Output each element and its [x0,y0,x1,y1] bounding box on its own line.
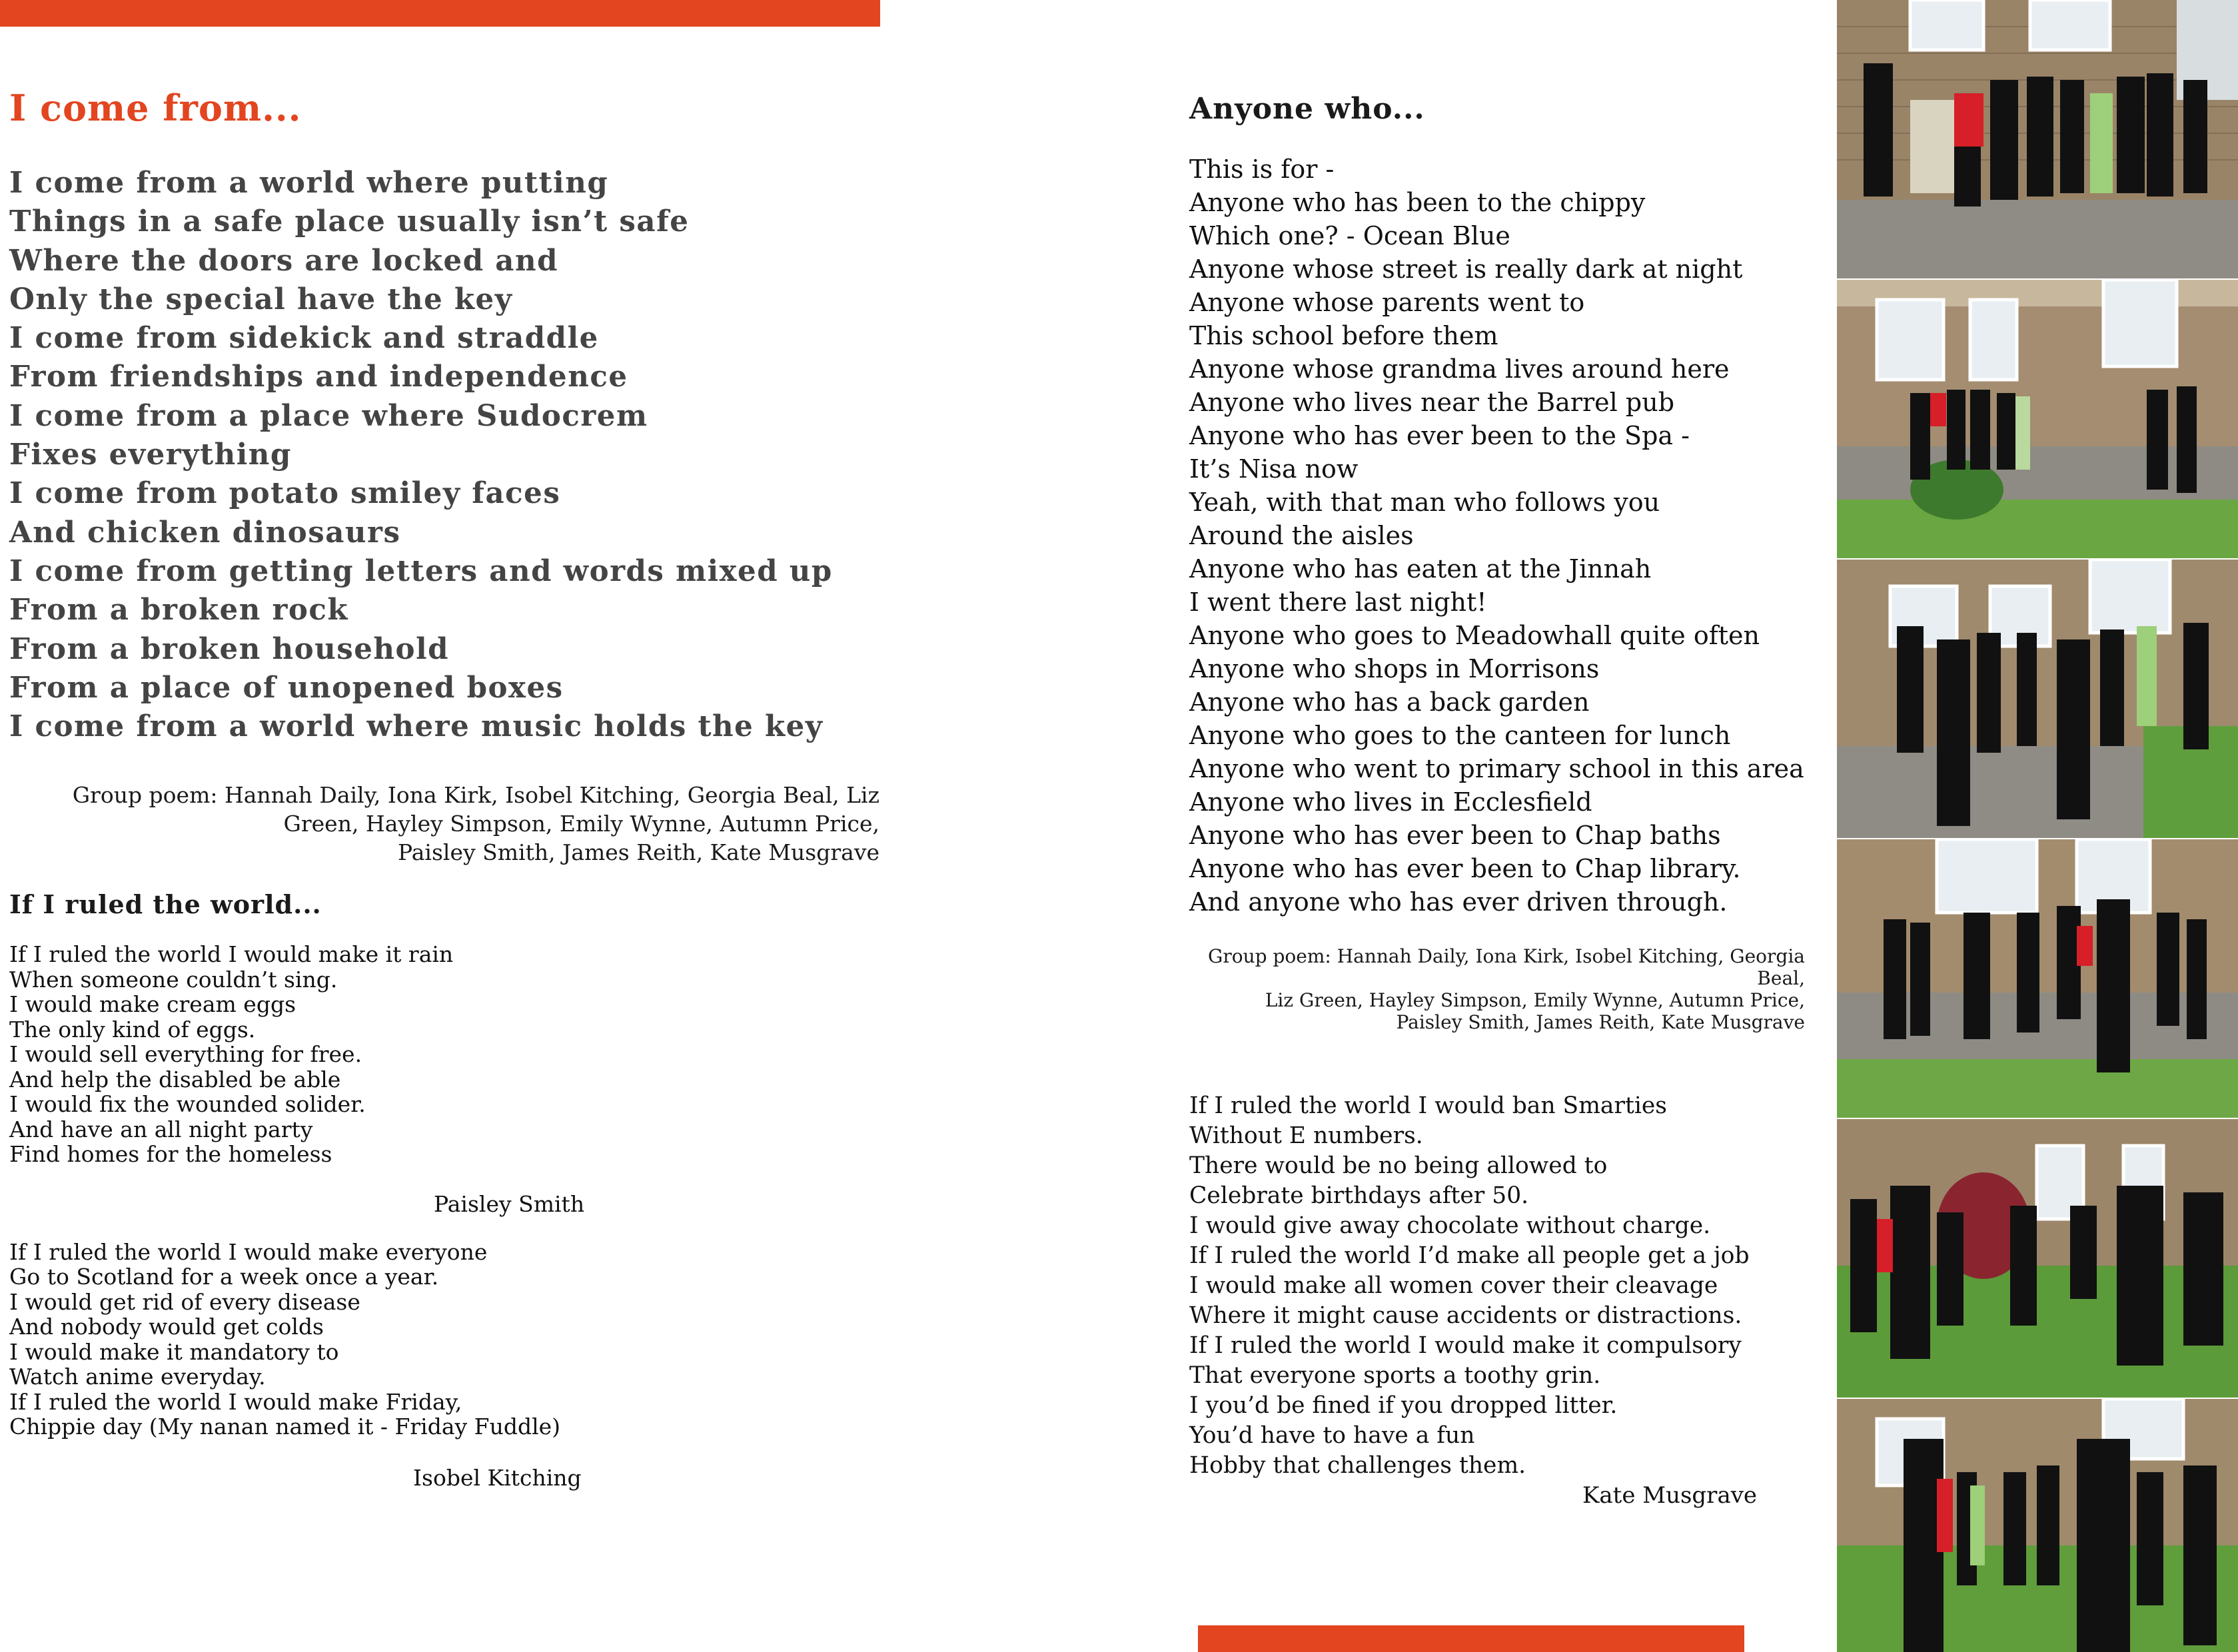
author-paisley-smith: Paisley Smith [434,1190,585,1217]
poem-line: There would be no being allowed to [1189,1152,1608,1179]
poem-line: It’s Nisa now [1189,454,1359,484]
group-poem-credit [1189,945,1805,1033]
poem-line: Without E numbers. [1189,1122,1423,1149]
poem-line: Anyone whose parents went to [1189,288,1585,317]
poem-line: That everyone sports a toothy grin. [1189,1362,1601,1389]
poem-line: Anyone who lives near the Barrel pub [1189,388,1675,417]
poem-line: I would get rid of every disease [9,1288,360,1315]
poem-line: Which one? - Ocean Blue [1189,221,1510,250]
poem-line: Chippie day (My nanan named it - Friday Fuddle) [9,1414,561,1440]
poem-line: I would fix the wounded solider. [9,1091,366,1118]
poem-line: Anyone who lives in Ecclesfield [1189,787,1592,817]
credit-line: Green, Hayley Simpson, Emily Wynne, Autumn Price, [283,811,879,837]
poem-line: I come from getting letters and words mixed up [9,554,833,588]
poem-line: I would make it mandatory to [9,1338,339,1365]
poem-title-anyone-who: Anyone who... [1189,92,1425,126]
poem-line: Only the special have the key [9,282,513,316]
poem-line: If I ruled the world I’d make all people get a job [1189,1242,1750,1269]
photo-students-circle-4 [1837,839,2238,1118]
subtitle-if-i-ruled-the-world: If I ruled the world... [9,889,322,920]
poem-line: And chicken dinosaurs [9,515,401,550]
poem-anyone-who [1189,153,1816,919]
poem-line: The only kind of eggs. [9,1016,256,1042]
poem-line: And have an all night party [9,1116,313,1142]
poem-line: I would give away chocolate without charge. [1189,1212,1711,1239]
poem-line: And nobody would get colds [9,1314,324,1340]
poem-line: If I ruled the world I would make it rain [9,941,454,968]
poem-line: From a broken household [9,631,450,666]
poem-line: You’d have to have a fun [1189,1422,1475,1449]
poem-line: I you’d be fined if you dropped litter. [1189,1392,1618,1419]
poem-line: Anyone who goes to Meadowhall quite often [1189,621,1760,650]
photo-students-by-window-1 [1837,0,2238,278]
poem-line: I come from a place where Sudocrem [9,398,648,433]
poem-line: Where it might cause accidents or distractions. [1189,1302,1742,1329]
poem-line: Go to Scotland for a week once a year. [9,1264,439,1290]
poem-line: Find homes for the homeless [9,1141,332,1168]
poem-line: Anyone who has ever been to Chap baths [1189,821,1721,850]
poem-line: From friendships and independence [9,360,628,394]
poem-line: And help the disabled be able [9,1066,341,1092]
photo-image [1837,0,2238,278]
poem-line: From a broken rock [9,593,349,627]
poem-line: Things in a safe place usually isn’t safe [9,205,690,239]
poem-line: From a place of unopened boxes [9,670,564,705]
poem-line: If I ruled the world I would ban Smarties [1189,1092,1667,1119]
top-accent-bar [0,0,880,27]
poem-line: I come from a world where putting [9,166,609,200]
photo-students-circle-3 [1837,560,2238,838]
poem-line: I would make cream eggs [9,991,296,1018]
bottom-accent-bar [1198,1625,1744,1652]
poem-line: Anyone who goes to the canteen for lunch [1189,721,1731,750]
photo-students-circle-6 [1837,1399,2238,1652]
left-column [9,87,882,1491]
photo-students-garden-2 [1837,280,2238,558]
poem-paisley-smith [9,942,882,1167]
poem-line: Anyone who went to primary school in this area [1189,754,1804,783]
credit-line: Group poem: Hannah Daily, Iona Kirk, Isobel Kitching, Georgia Beal, [1208,945,1805,989]
poem-line: Celebrate birthdays after 50. [1189,1182,1529,1209]
poem-line: Anyone who has eaten at the Jinnah [1189,554,1652,584]
poem-line: If I ruled the world I would make it compulsory [1189,1332,1742,1359]
poem-line: Anyone who shops in Morrisons [1189,654,1600,683]
poem-line: If I ruled the world I would make everyone [9,1238,488,1265]
poem-line: I come from a world where music holds the key [9,709,824,744]
poem-kate-musgrave [1189,1091,1816,1481]
poem-line: Hobby that challenges them. [1189,1452,1526,1479]
group-poem-credit [9,781,879,867]
poem-line: This is for - [1189,155,1335,184]
poem-line: Anyone who has been to the chippy [1189,188,1646,217]
poem-line: I would sell everything for free. [9,1041,362,1068]
photo-image [1837,839,2238,1118]
poem-line: Anyone who has ever been to Chap library. [1189,854,1741,883]
credit-line: Paisley Smith, James Reith, Kate Musgrave [398,839,879,866]
photo-strip [1837,0,2238,1652]
poem-line: Anyone who has a back garden [1189,687,1590,717]
author-kate-musgrave: Kate Musgrave [1582,1482,1758,1509]
poem-line: Fixes everything [9,438,292,472]
poem-line: Yeah, with that man who follows you [1189,488,1660,517]
poem-line: Anyone who has ever been to the Spa - [1189,421,1690,450]
photo-image [1837,280,2238,558]
photo-students-circle-5 [1837,1119,2238,1398]
credit-line: Paisley Smith, James Reith, Kate Musgrave [1396,1011,1805,1033]
poem-line: I went there last night! [1189,588,1487,617]
poem-title-i-come-from: I come from... [9,87,302,129]
poem-line: And anyone who has ever driven through. [1189,887,1728,917]
poem-line: Watch anime everyday. [9,1364,266,1390]
poem-line: This school before them [1189,321,1498,350]
poem-line: If I ruled the world I would make Friday, [9,1388,462,1415]
poem-line: I come from sidekick and straddle [9,321,599,356]
poem-line: When someone couldn’t sing. [9,966,338,993]
credit-line: Group poem: Hannah Daily, Iona Kirk, Isobel Kitching, Georgia Beal, Liz [72,782,879,809]
author-isobel-kitching: Isobel Kitching [413,1464,582,1491]
middle-column [1189,87,1816,1509]
poem-line: Where the doors are locked and [9,243,558,278]
poem-line: Anyone whose grandma lives around here [1189,354,1730,384]
poem-line: I would make all women cover their cleavage [1189,1272,1718,1299]
poem-line: Anyone whose street is really dark at night [1189,254,1743,284]
poem-isobel-kitching [9,1240,882,1440]
photo-image [1837,560,2238,838]
credit-line: Liz Green, Hayley Simpson, Emily Wynne, Autumn Price, [1265,989,1805,1011]
photo-image [1837,1119,2238,1398]
poem-line: Around the aisles [1189,521,1414,550]
poem-line: I come from potato smiley faces [9,476,561,511]
photo-image [1837,1399,2238,1652]
poem-i-come-from [9,164,882,746]
